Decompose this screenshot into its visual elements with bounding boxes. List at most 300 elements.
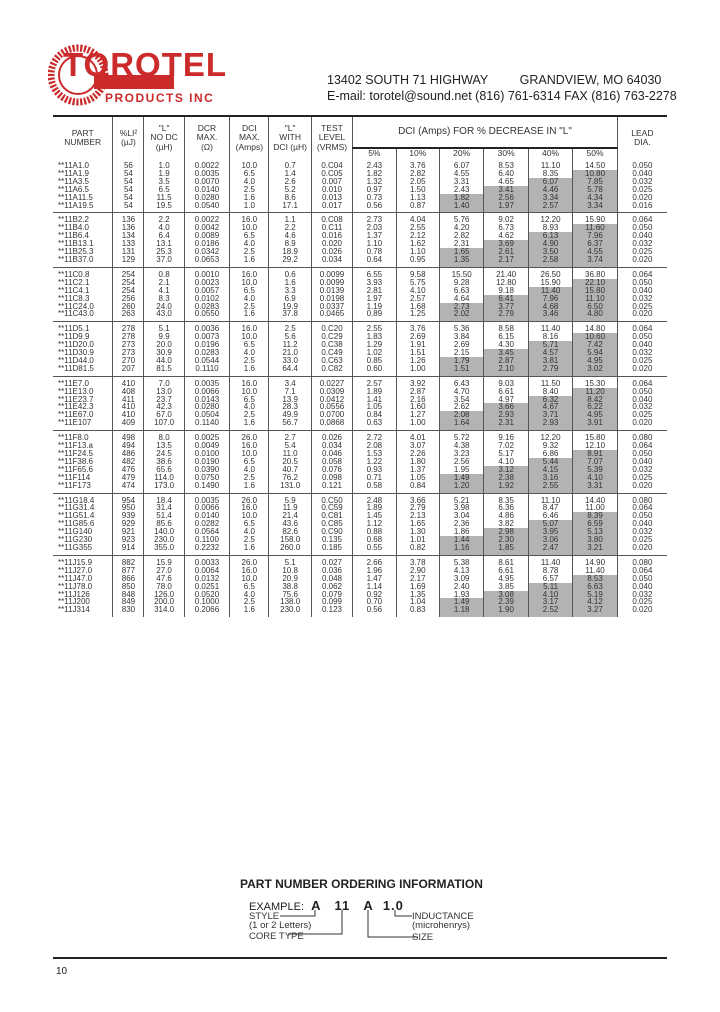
table-row (53, 333, 667, 341)
table-cell: 5.76 (439, 213, 483, 224)
table-cell: 0.020 (632, 310, 653, 319)
table-cell: 2.05 (396, 178, 439, 186)
table-cell: 0.0049 (184, 442, 229, 450)
table-cell: 0.026 (311, 248, 352, 256)
table-cell: 10.0 (230, 512, 269, 520)
table-row (53, 341, 667, 349)
table-cell: 0.56 (353, 202, 396, 213)
table-cell: 4.10 (528, 591, 572, 599)
table-cell: 0.C63 (311, 357, 352, 365)
table-cell: 131.0 (269, 482, 311, 493)
table-cell: 0.0070 (184, 178, 229, 186)
table-cell: 0.020 (632, 481, 653, 490)
table-cell: 0.025 (632, 248, 653, 256)
table-cell: 9.18 (484, 287, 528, 295)
table-cell: 2.1 (144, 279, 184, 287)
table-row (53, 504, 667, 512)
table-cell: 11.50 (528, 377, 572, 388)
table-cell: 0.036 (311, 567, 352, 575)
table-row (53, 186, 667, 194)
table-cell: 4.13 (439, 567, 483, 575)
table-cell: 11.40 (528, 287, 572, 295)
ordering-info-title (240, 877, 540, 891)
table-cell: 2.17 (396, 575, 439, 583)
table-cell: 1.04 (396, 598, 439, 606)
table-cell: 0.058 (311, 458, 352, 466)
table-cell: 5.44 (528, 458, 572, 466)
table-cell: 10.0 (230, 224, 269, 232)
table-cell: 0.034 (311, 256, 352, 267)
table-cell: 3.5 (144, 178, 184, 186)
table-cell: 3.04 (439, 512, 483, 520)
table-cell: 8.16 (528, 333, 572, 341)
table-cell: 2.5 (269, 322, 311, 333)
table-cell: 0.0100 (184, 450, 229, 458)
table-cell: 0.0042 (184, 224, 229, 232)
table-cell: 8.35 (484, 494, 528, 505)
table-cell: 0.020 (632, 606, 653, 615)
table-cell: 107.0 (144, 419, 184, 430)
part-number-cell: **11A3.5 (53, 178, 113, 186)
table-cell: 0.0564 (184, 528, 229, 536)
table-cell: 0.064 (632, 215, 653, 225)
part-number-cell: **11G85.6 (53, 520, 113, 528)
table-cell: 0.032 (632, 403, 653, 412)
table-cell: 2.56 (484, 194, 528, 202)
table-cell: 37.0 (144, 256, 184, 267)
table-cell: 254 (113, 279, 144, 287)
table-cell: 3.31 (573, 482, 618, 493)
table-cell: 1.95 (439, 466, 483, 474)
table-cell: 24.5 (144, 450, 184, 458)
table-cell: 3.34 (573, 202, 618, 213)
table-cell: 0.0035 (184, 170, 229, 178)
table-cell: 6.4 (144, 232, 184, 240)
table-cell: 4.04 (396, 213, 439, 224)
table-cell: 0.C20 (311, 322, 352, 333)
part-number-cell: **11J78.0 (53, 583, 113, 591)
table-cell: 0.C59 (311, 504, 352, 512)
table-cell: 1.68 (396, 303, 439, 311)
table-cell: 1.29 (353, 341, 396, 349)
table-cell: 3.34 (528, 194, 572, 202)
table-cell: 3.66 (484, 403, 528, 411)
table-cell: 0.C11 (311, 224, 352, 232)
table-cell: 3.07 (396, 442, 439, 450)
table-cell: 355.0 (144, 544, 184, 555)
table-cell: 200.0 (144, 598, 184, 606)
table-cell: 1.32 (353, 178, 396, 186)
table-cell: 129 (113, 256, 144, 267)
table-cell: 20.5 (269, 458, 311, 466)
table-cell: 0.6 (269, 268, 311, 279)
table-cell: 2.5 (230, 186, 269, 194)
part-number-cell: **11D5.1 (53, 322, 113, 333)
table-cell: 3.31 (439, 178, 483, 186)
table-cell: 1.82 (439, 194, 483, 202)
part-number-cell: **11D20.0 (53, 341, 113, 349)
part-number-cell: **11C0.8 (53, 268, 113, 279)
table-cell: 0.C38 (311, 341, 352, 349)
table-cell: 21.0 (269, 349, 311, 357)
table-cell: 4.62 (484, 232, 528, 240)
table-cell: 0.0465 (311, 310, 352, 321)
table-cell: 1.6 (230, 310, 269, 321)
table-cell: 0.0022 (184, 159, 229, 170)
table-cell: 3.16 (528, 474, 572, 482)
table-cell: 1.53 (353, 450, 396, 458)
table-cell: 78.0 (144, 583, 184, 591)
table-cell: 5.19 (573, 591, 618, 599)
table-cell: 1.83 (353, 333, 396, 341)
table-cell: 8.93 (528, 224, 572, 232)
table-cell: 16.0 (230, 322, 269, 333)
table-cell: 0.032 (632, 177, 653, 186)
table-cell: 6.32 (528, 396, 572, 404)
table-cell: 10.0 (230, 279, 269, 287)
table-cell: 0.027 (311, 556, 352, 567)
table-cell: 0.025 (632, 302, 653, 311)
table-cell: 0.2232 (184, 544, 229, 555)
col-dci-max: DCI MAX. (Amps) (230, 116, 269, 159)
table-cell: 0.034 (311, 442, 352, 450)
table-cell: 3.4 (269, 377, 311, 388)
table-cell: 0.84 (353, 411, 396, 419)
table-cell: 1.05 (396, 474, 439, 482)
table-cell: 0.020 (632, 419, 653, 428)
table-cell: 16.0 (230, 442, 269, 450)
part-number-cell: **11C24.0 (53, 303, 113, 311)
table-cell: 6.07 (439, 159, 483, 170)
table-cell: 82.6 (269, 528, 311, 536)
table-cell: 4.10 (573, 474, 618, 482)
table-cell: 15.9 (144, 556, 184, 567)
table-cell: 1.86 (439, 528, 483, 536)
col-50pct: 50% (573, 148, 618, 159)
table-cell: 0.040 (632, 341, 653, 350)
table-cell: 914 (113, 544, 144, 555)
table-cell: 3.54 (439, 396, 483, 404)
table-cell: 2.5 (230, 536, 269, 544)
part-number-cell: **11B4.0 (53, 224, 113, 232)
table-cell: 54 (113, 178, 144, 186)
table-cell: 2.98 (484, 528, 528, 536)
table-cell: 1.13 (396, 194, 439, 202)
inductor-spec-table (53, 115, 667, 617)
table-cell: 7.0 (144, 377, 184, 388)
table-row (53, 512, 667, 520)
table-cell: 37.8 (269, 310, 311, 321)
table-cell: 4.90 (528, 240, 572, 248)
table-cell: 3.09 (439, 575, 483, 583)
table-cell: 9.16 (484, 431, 528, 442)
table-cell: 81.5 (144, 365, 184, 376)
table-cell: 939 (113, 512, 144, 520)
table-cell: 0.C29 (311, 333, 352, 341)
table-cell: 3.21 (573, 544, 618, 555)
table-cell: 3.50 (528, 248, 572, 256)
table-cell: 2.15 (439, 349, 483, 357)
table-cell: 256 (113, 295, 144, 303)
table-cell: 921 (113, 528, 144, 536)
table-cell: 2.38 (484, 474, 528, 482)
table-cell: 2.31 (439, 240, 483, 248)
table-cell: 0.0700 (311, 411, 352, 419)
table-cell: 830 (113, 606, 144, 617)
table-cell: 11.10 (573, 295, 618, 303)
table-cell: 4.55 (439, 170, 483, 178)
table-cell: 2.79 (528, 365, 572, 376)
table-cell: 0.60 (353, 365, 396, 376)
table-cell: 0.050 (632, 161, 653, 170)
table-cell: 3.76 (396, 159, 439, 170)
table-cell: 2.58 (528, 256, 572, 267)
table-cell: 0.0283 (184, 349, 229, 357)
table-row (53, 431, 667, 442)
table-cell: 6.5 (230, 341, 269, 349)
table-cell: 0.040 (632, 169, 653, 178)
table-cell: 4.46 (528, 186, 572, 194)
table-cell: 4.10 (396, 287, 439, 295)
table-cell: 5.78 (573, 186, 618, 194)
table-cell: 3.06 (528, 536, 572, 544)
table-cell: 8.53 (484, 159, 528, 170)
table-cell: 0.0140 (184, 512, 229, 520)
table-body (53, 159, 667, 617)
table-cell: 1.50 (396, 186, 439, 194)
table-cell: 0.C90 (311, 528, 352, 536)
table-cell: 26.0 (230, 556, 269, 567)
col-40pct: 40% (528, 148, 572, 159)
table-cell: 2.5 (230, 357, 269, 365)
table-cell: 1.22 (353, 458, 396, 466)
company-address (327, 72, 683, 104)
table-row (53, 583, 667, 591)
table-cell: 0.032 (632, 349, 653, 357)
table-cell: 67.0 (144, 411, 184, 419)
part-number-cell: **11B25.3 (53, 248, 113, 256)
table-cell: 260.0 (269, 544, 311, 555)
table-cell: 56 (113, 159, 144, 170)
table-cell: 5.36 (439, 322, 483, 333)
table-cell: 0.025 (632, 185, 653, 194)
table-cell: 19.9 (269, 303, 311, 311)
table-row (53, 213, 667, 224)
table-cell: 7.42 (573, 341, 618, 349)
table-cell: 1.49 (439, 598, 483, 606)
table-cell: 14.90 (573, 556, 618, 567)
table-row (53, 349, 667, 357)
table-cell: 11.10 (528, 159, 572, 170)
table-cell: 3.46 (528, 310, 572, 321)
table-cell: 0.1490 (184, 482, 229, 493)
table-cell: 3.85 (484, 583, 528, 591)
table-cell: 2.93 (528, 419, 572, 430)
table-cell: 54 (113, 186, 144, 194)
table-cell: 2.57 (528, 202, 572, 213)
table-cell: 0.025 (632, 598, 653, 607)
table-cell: 1.82 (353, 170, 396, 178)
table-cell: 0.064 (632, 442, 653, 450)
table-cell: 4.01 (396, 431, 439, 442)
part-number-cell: **11F114 (53, 474, 113, 482)
table-cell: 6.37 (573, 240, 618, 248)
table-cell: 2.87 (484, 357, 528, 365)
table-cell: 273 (113, 349, 144, 357)
table-row (53, 494, 667, 505)
table-cell: 6.36 (484, 504, 528, 512)
table-cell: 4.0 (230, 403, 269, 411)
table-cell: 1.0 (230, 202, 269, 213)
table-cell: 9.02 (484, 213, 528, 224)
table-cell: 21.4 (269, 512, 311, 520)
table-cell: 0.064 (632, 269, 653, 279)
table-cell: 314.0 (144, 606, 184, 617)
table-row (53, 159, 667, 170)
table-cell: 2.43 (353, 159, 396, 170)
table-cell: 479 (113, 474, 144, 482)
table-cell: 4.1 (144, 287, 184, 295)
table-cell: 9.28 (439, 279, 483, 287)
table-cell: 2.69 (396, 333, 439, 341)
table-cell: 2.72 (353, 431, 396, 442)
table-cell: 0.0073 (184, 333, 229, 341)
table-cell: 7.85 (573, 178, 618, 186)
table-cell: 11.9 (269, 504, 311, 512)
table-cell: 1.00 (396, 419, 439, 430)
table-cell: 2.52 (528, 606, 572, 617)
table-row (53, 388, 667, 396)
col-l-no-dc: "L" NO DC (µH) (144, 116, 184, 159)
table-cell: 408 (113, 388, 144, 396)
table-cell: 21.40 (484, 268, 528, 279)
table-cell: 3.80 (573, 536, 618, 544)
table-cell: 5.1 (144, 322, 184, 333)
table-cell: 1.45 (353, 512, 396, 520)
table-cell: 14.40 (573, 494, 618, 505)
table-cell: 7.07 (573, 458, 618, 466)
table-cell: 76.2 (269, 474, 311, 482)
table-row (53, 482, 667, 493)
table-cell: 17.1 (269, 202, 311, 213)
table-cell: 411 (113, 396, 144, 404)
table-cell: 0.050 (632, 224, 653, 233)
table-cell: 3.84 (439, 333, 483, 341)
table-cell: 6.57 (528, 575, 572, 583)
table-cell: 138.0 (269, 598, 311, 606)
table-cell: 1.9 (144, 170, 184, 178)
table-cell: 14.80 (573, 322, 618, 333)
table-row (53, 377, 667, 388)
table-cell: 0.7 (269, 159, 311, 170)
table-row (53, 536, 667, 544)
table-cell: 1.41 (353, 396, 396, 404)
table-cell: 0.032 (632, 294, 653, 303)
table-cell: 263 (113, 310, 144, 321)
table-cell: 65.6 (144, 466, 184, 474)
part-number-cell: **11E23.7 (53, 396, 113, 404)
table-row (53, 357, 667, 365)
table-cell: 0.032 (632, 528, 653, 537)
part-number-cell: **11A6.5 (53, 186, 113, 194)
table-cell: 1.6 (230, 482, 269, 493)
part-number-cell: **11B2.2 (53, 213, 113, 224)
table-cell: 0.032 (632, 465, 653, 474)
part-number-cell: **11G51.4 (53, 512, 113, 520)
table-cell: 31.4 (144, 504, 184, 512)
table-cell: 2.43 (439, 186, 483, 194)
table-cell: 0.0186 (184, 240, 229, 248)
table-cell: 1.26 (396, 357, 439, 365)
table-cell: 10.80 (573, 170, 618, 178)
table-cell: 1.6 (269, 279, 311, 287)
table-cell: 15.50 (439, 268, 483, 279)
table-cell: 11.0 (269, 450, 311, 458)
part-number-cell: **11B6.4 (53, 232, 113, 240)
table-cell: 0.0099 (311, 279, 352, 287)
table-cell: 5.13 (573, 528, 618, 536)
table-cell: 0.0139 (311, 287, 352, 295)
table-cell: 410 (113, 411, 144, 419)
table-row (53, 178, 667, 186)
table-cell: 0.89 (353, 310, 396, 321)
table-cell: 1.4 (269, 170, 311, 178)
table-cell: 1.01 (396, 536, 439, 544)
table-cell: 4.68 (528, 303, 572, 311)
table-cell: 2.73 (353, 213, 396, 224)
table-cell: 5.4 (269, 442, 311, 450)
table-cell: 0.040 (632, 286, 653, 295)
part-number-cell: **11A1.9 (53, 170, 113, 178)
table-cell: 1.10 (396, 248, 439, 256)
table-cell: 0.C49 (311, 349, 352, 357)
table-cell: 27.0 (144, 567, 184, 575)
table-cell: 0.0868 (311, 419, 352, 430)
table-cell: 0.050 (632, 387, 653, 396)
table-cell: 11.2 (269, 341, 311, 349)
table-cell: 0.0099 (311, 268, 352, 279)
table-cell: 114.0 (144, 474, 184, 482)
table-cell: 2.93 (484, 411, 528, 419)
part-number-cell: **11G230 (53, 536, 113, 544)
table-cell: 2.2 (144, 213, 184, 224)
table-cell: 7.02 (484, 442, 528, 450)
table-cell: 8.39 (573, 512, 618, 520)
table-cell: 6.5 (230, 287, 269, 295)
part-number-cell: **11C2.1 (53, 279, 113, 287)
table-cell: 0.78 (353, 248, 396, 256)
table-cell: 0.0035 (184, 494, 229, 505)
table-cell: 2.16 (396, 396, 439, 404)
table-cell: 2.10 (484, 365, 528, 376)
table-cell: 0.020 (632, 255, 653, 264)
table-cell: 2.82 (396, 170, 439, 178)
table-cell: 1.27 (396, 411, 439, 419)
table-cell: 0.C85 (311, 520, 352, 528)
table-cell: 136 (113, 224, 144, 232)
part-number-cell: **11C8.3 (53, 295, 113, 303)
table-cell: 929 (113, 520, 144, 528)
part-number-cell: **11F38.6 (53, 458, 113, 466)
table-row (53, 442, 667, 450)
table-cell: 158.0 (269, 536, 311, 544)
table-cell: 0.064 (632, 378, 653, 388)
table-cell: 2.57 (353, 377, 396, 388)
table-cell: 0.040 (632, 395, 653, 404)
table-cell: 0.0132 (184, 575, 229, 583)
table-row (53, 295, 667, 303)
table-cell: 0.020 (632, 543, 653, 552)
